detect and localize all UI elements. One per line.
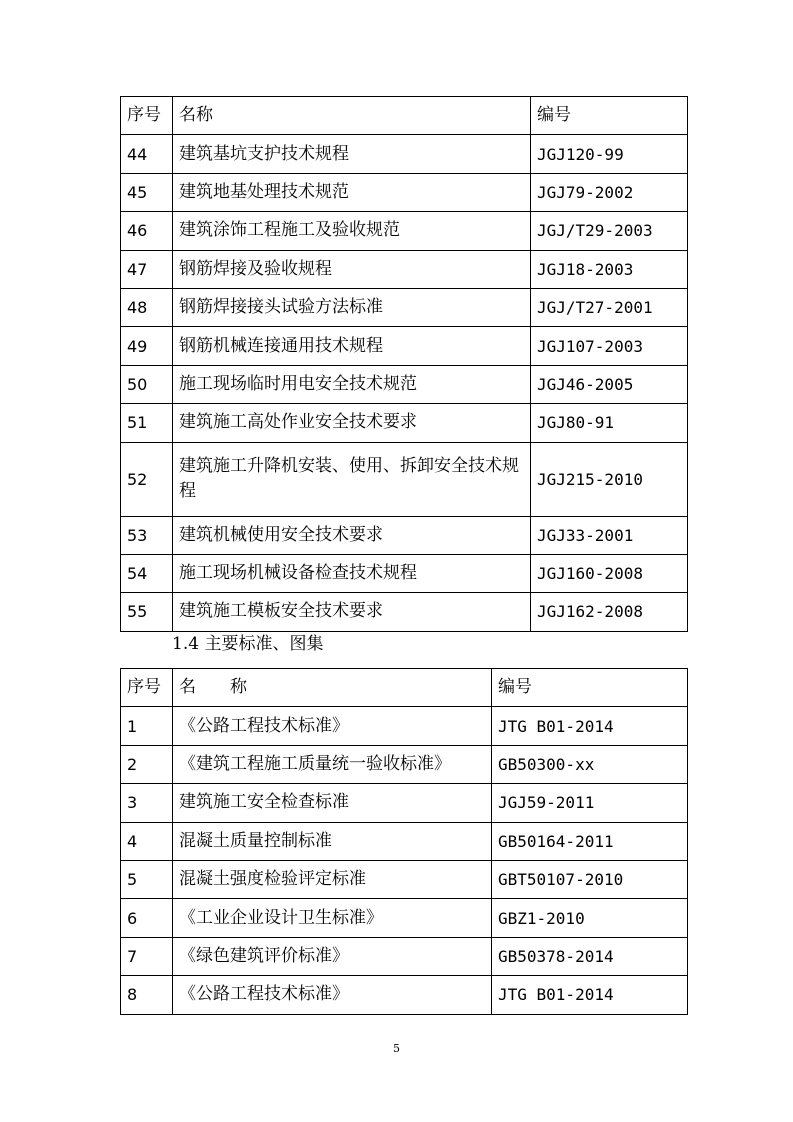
row-name: 《绿色建筑评价标准》 (173, 937, 492, 975)
row-code: GBT50107-2010 (492, 860, 688, 898)
table-row (121, 288, 688, 326)
table-row (121, 365, 688, 403)
header-index: 序号 (121, 97, 173, 135)
row-name: 混凝土质量控制标准 (173, 822, 492, 860)
row-name: 建筑施工安全检查标准 (173, 784, 492, 822)
table-row (121, 212, 688, 250)
table-header-row (121, 669, 688, 707)
row-code: JGJ18-2003 (531, 250, 688, 288)
row-name: 建筑施工升降机安装、使用、拆卸安全技术规程 (173, 442, 531, 516)
row-index: 47 (121, 250, 173, 288)
table-row (121, 173, 688, 211)
row-index: 46 (121, 212, 173, 250)
row-code: JGJ59-2011 (492, 784, 688, 822)
row-name: 《公路工程技术标准》 (173, 976, 492, 1014)
row-index: 50 (121, 365, 173, 403)
row-name: 施工现场机械设备检查技术规程 (173, 554, 531, 592)
table-header-row (121, 97, 688, 135)
row-code: JGJ215-2010 (531, 442, 688, 516)
table-row (121, 593, 688, 631)
table-row (121, 745, 688, 783)
row-name: 钢筋机械连接通用技术规程 (173, 327, 531, 365)
row-index: 55 (121, 593, 173, 631)
table-row (121, 937, 688, 975)
table-row (121, 327, 688, 365)
row-name: 建筑基坑支护技术规程 (173, 135, 531, 173)
table-row (121, 135, 688, 173)
row-name: 《公路工程技术标准》 (173, 707, 492, 745)
row-code: JTG B01-2014 (492, 976, 688, 1014)
row-code: JGJ/T27-2001 (531, 288, 688, 326)
row-code: GB50300-xx (492, 745, 688, 783)
row-name: 施工现场临时用电安全技术规范 (173, 365, 531, 403)
row-name: 建筑施工模板安全技术要求 (173, 593, 531, 631)
header-index: 序号 (121, 669, 173, 707)
row-code: JGJ160-2008 (531, 554, 688, 592)
row-index: 7 (121, 937, 173, 975)
table-row (121, 822, 688, 860)
row-code: GB50164-2011 (492, 822, 688, 860)
row-code: GBZ1-2010 (492, 899, 688, 937)
header-code: 编号 (492, 669, 688, 707)
header-code: 编号 (531, 97, 688, 135)
row-code: JGJ120-99 (531, 135, 688, 173)
row-name: 钢筋焊接及验收规程 (173, 250, 531, 288)
table-row (121, 784, 688, 822)
table-row (121, 516, 688, 554)
row-index: 1 (121, 707, 173, 745)
row-index: 53 (121, 516, 173, 554)
row-name: 《建筑工程施工质量统一验收标准》 (173, 745, 492, 783)
section-heading: 1.4 主要标准、图集 (172, 634, 324, 654)
row-index: 6 (121, 899, 173, 937)
table-row (121, 404, 688, 442)
row-name: 建筑地基处理技术规范 (173, 173, 531, 211)
row-name: 建筑涂饰工程施工及验收规范 (173, 212, 531, 250)
table-row (121, 976, 688, 1014)
header-name: 名 称 (173, 669, 492, 707)
row-index: 8 (121, 976, 173, 1014)
table-row (121, 899, 688, 937)
row-code: JGJ162-2008 (531, 593, 688, 631)
row-index: 54 (121, 554, 173, 592)
row-index: 48 (121, 288, 173, 326)
row-index: 2 (121, 745, 173, 783)
row-index: 3 (121, 784, 173, 822)
standards-table-2 (120, 668, 688, 1015)
table-row (121, 554, 688, 592)
standards-table-1 (120, 96, 688, 632)
row-name: 钢筋焊接接头试验方法标准 (173, 288, 531, 326)
page-number: 5 (393, 1042, 400, 1055)
table-row (121, 707, 688, 745)
row-code: JGJ79-2002 (531, 173, 688, 211)
header-name: 名称 (173, 97, 531, 135)
row-index: 4 (121, 822, 173, 860)
row-name: 建筑机械使用安全技术要求 (173, 516, 531, 554)
row-code: GB50378-2014 (492, 937, 688, 975)
row-index: 51 (121, 404, 173, 442)
row-code: JGJ33-2001 (531, 516, 688, 554)
row-index: 5 (121, 860, 173, 898)
row-code: JGJ46-2005 (531, 365, 688, 403)
row-index: 45 (121, 173, 173, 211)
row-name: 混凝土强度检验评定标准 (173, 860, 492, 898)
row-name: 《工业企业设计卫生标准》 (173, 899, 492, 937)
row-index: 49 (121, 327, 173, 365)
row-index: 44 (121, 135, 173, 173)
table-row (121, 442, 688, 516)
row-code: JGJ/T29-2003 (531, 212, 688, 250)
row-code: JGJ80-91 (531, 404, 688, 442)
row-code: JTG B01-2014 (492, 707, 688, 745)
table-row (121, 250, 688, 288)
row-name: 建筑施工高处作业安全技术要求 (173, 404, 531, 442)
row-code: JGJ107-2003 (531, 327, 688, 365)
row-index: 52 (121, 442, 173, 516)
table-row (121, 860, 688, 898)
